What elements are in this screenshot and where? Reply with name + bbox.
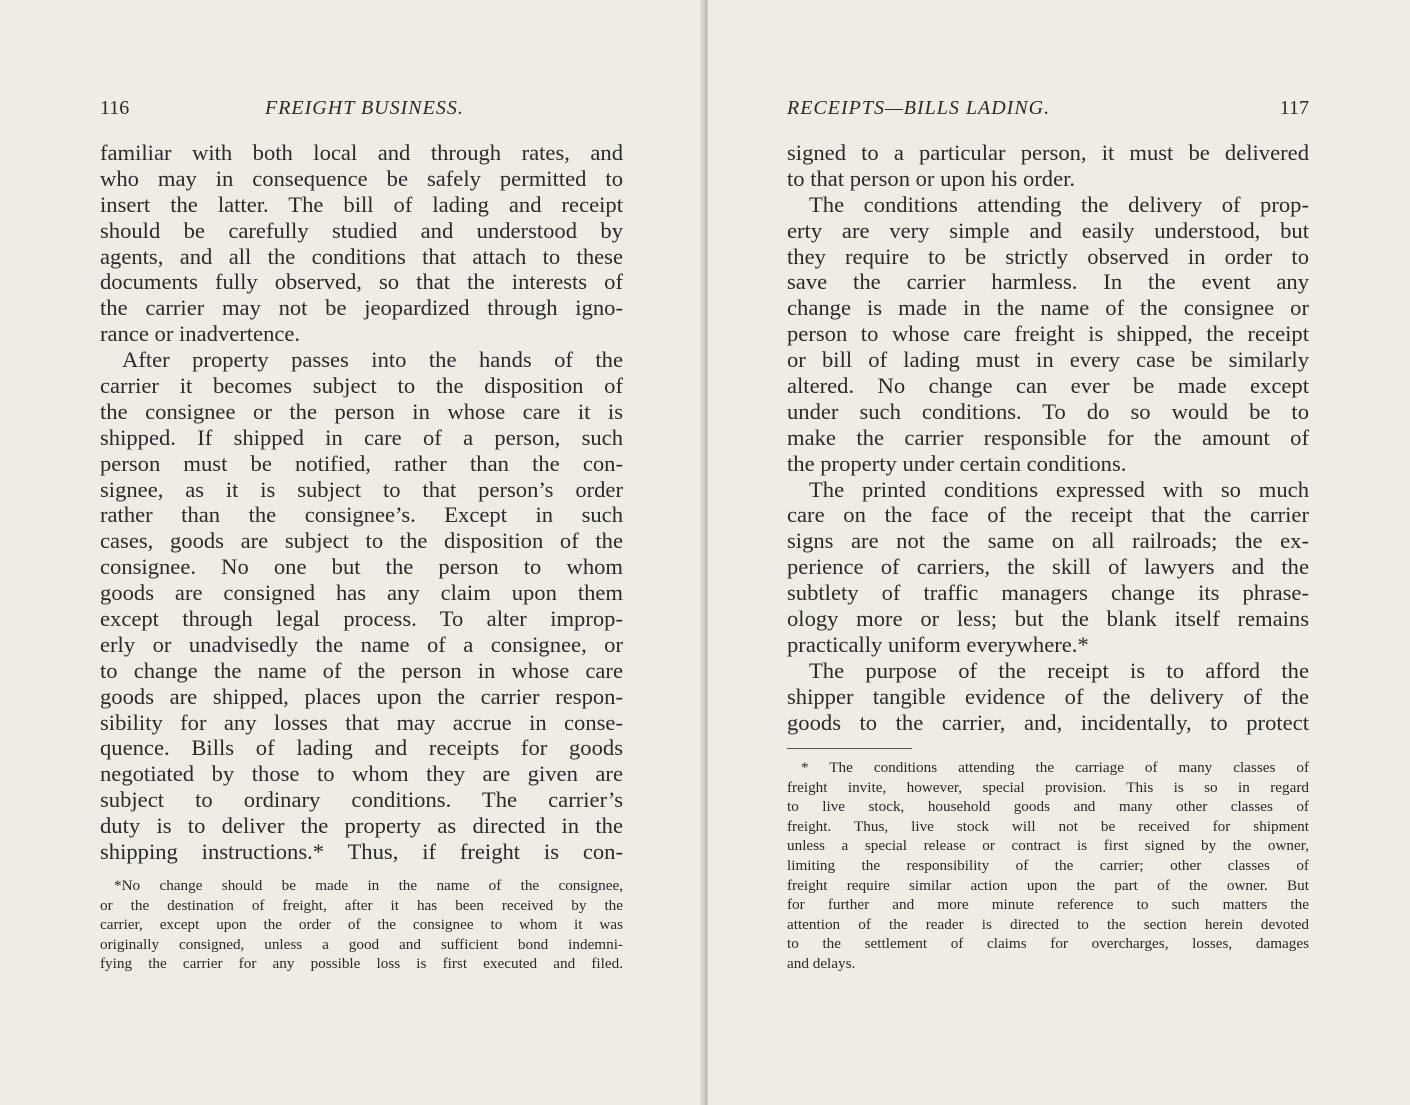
- footnote-line: freight. Thus, live stock will not be received for shipment: [787, 817, 1309, 835]
- body-line: make the carrier responsible for the amount of: [787, 424, 1309, 450]
- body-line: goods are consigned has any claim upon them: [100, 580, 623, 606]
- footnote-line: attention of the reader is directed to the section herein devoted: [787, 915, 1309, 933]
- body-line: except through legal process. To alter improp-: [100, 606, 623, 632]
- left-footnote: [100, 876, 623, 974]
- body-line: familiar with both local and through rates, and: [100, 140, 623, 165]
- body-line: who may in consequence be safely permitted to: [100, 165, 623, 191]
- left-page: [0, 0, 704, 1105]
- body-line: person to whose care freight is shipped, the receipt: [787, 321, 1309, 347]
- body-line: documents fully observed, so that the interests of: [100, 269, 623, 295]
- footnote-line: * The conditions attending the carriage of many classes of: [801, 759, 1309, 776]
- footnote-line: for further and more minute reference to such matters the: [787, 896, 1309, 914]
- body-line: to that person or upon his order.: [787, 165, 1076, 191]
- body-line: altered. No change can ever be made except: [787, 373, 1309, 399]
- body-line: sibility for any losses that may accrue in conse-: [100, 709, 623, 735]
- body-line: insert the latter. The bill of lading and receipt: [100, 191, 623, 217]
- body-line: the consignee or the person in whose care it is: [100, 398, 623, 424]
- body-line: they require to be strictly observed in order to: [787, 243, 1309, 269]
- body-line: subtlety of traffic managers change its phrase-: [787, 580, 1309, 606]
- footnote-line: limiting the responsibility of the carrier; other classes of: [787, 856, 1309, 874]
- body-line: cases, goods are subject to the disposition of the: [100, 528, 623, 554]
- footnote-line: freight invite, however, special provision. This is so in regard: [787, 778, 1309, 796]
- body-line: should be carefully studied and understood by: [100, 217, 623, 243]
- footnote-line: to the settlement of claims for overcharges, losses, damages: [787, 935, 1309, 953]
- footnote-line: freight require similar action upon the part of the owner. But: [787, 876, 1309, 894]
- body-line: negotiated by those to whom they are given are: [100, 761, 623, 787]
- body-line: under such conditions. To do so would be to: [787, 398, 1309, 424]
- body-line: signed to a particular person, it must be delivered: [787, 140, 1309, 165]
- body-line: person must be notified, rather than the con-: [100, 450, 623, 476]
- body-line: shipped. If shipped in care of a person, such: [100, 424, 623, 450]
- body-line: duty is to deliver the property as directed in the: [100, 813, 623, 839]
- body-line: signee, as it is subject to that person’s order: [100, 476, 623, 502]
- left-running-head: [100, 96, 623, 120]
- footnote-line: unless a special release or contract is first signed by the owner,: [787, 837, 1309, 855]
- body-line: goods are shipped, places upon the carrier respon-: [100, 683, 623, 709]
- body-line: shipping instructions.* Thus, if freight is con-: [100, 839, 623, 865]
- right-footnote: [787, 758, 1309, 974]
- left-running-title: FREIGHT BUSINESS.: [265, 97, 464, 119]
- body-line: the property under certain conditions.: [787, 450, 1127, 476]
- body-line: to change the name of the person in whose care: [100, 657, 623, 683]
- footnote-line: carrier, except upon the order of the consignee to whom it was: [100, 916, 623, 934]
- body-line: quence. Bills of lading and receipts for goods: [100, 735, 623, 761]
- body-line: practically uniform everywhere.*: [787, 631, 1089, 657]
- right-body-text: [787, 140, 1309, 735]
- body-line: save the carrier harmless. In the event any: [787, 269, 1309, 295]
- right-running-head: [787, 96, 1309, 120]
- right-page-number: 117: [1279, 97, 1309, 119]
- footnote-line: or the destination of freight, after it has been received by the: [100, 896, 623, 914]
- body-line: care on the face of the receipt that the carrier: [787, 502, 1309, 528]
- body-line: ology more or less; but the blank itself remains: [787, 606, 1309, 632]
- body-line: erty are very simple and easily understood, but: [787, 217, 1309, 243]
- body-line: change is made in the name of the consignee or: [787, 295, 1309, 321]
- footnote-line: originally consigned, unless a good and sufficient bond indemni-: [100, 935, 623, 953]
- body-line: The printed conditions expressed with so much: [809, 476, 1309, 502]
- right-running-title: RECEIPTS—BILLS LADING.: [787, 97, 1051, 119]
- body-line: The purpose of the receipt is to afford the: [809, 657, 1309, 683]
- body-line: carrier it becomes subject to the disposition of: [100, 373, 623, 399]
- left-body-text: [100, 140, 623, 865]
- body-line: After property passes into the hands of the: [122, 347, 623, 373]
- body-line: subject to ordinary conditions. The carrier’s: [100, 787, 623, 813]
- body-line: shipper tangible evidence of the delivery of the: [787, 683, 1309, 709]
- body-line: the carrier may not be jeopardized through igno-: [100, 295, 623, 321]
- body-line: perience of carriers, the skill of lawyers and the: [787, 554, 1309, 580]
- footnote-rule: [787, 748, 912, 749]
- body-line: consignee. No one but the person to whom: [100, 554, 623, 580]
- body-line: rance or inadvertence.: [100, 321, 301, 347]
- body-line: or bill of lading must in every case be similarly: [787, 347, 1309, 373]
- body-line: rather than the consignee’s. Except in such: [100, 502, 623, 528]
- body-line: erly or unadvisedly the name of a consignee, or: [100, 631, 623, 657]
- right-page: [708, 0, 1410, 1105]
- footnote-line: and delays.: [787, 954, 856, 972]
- body-line: The conditions attending the delivery of prop-: [809, 191, 1309, 217]
- footnote-line: fying the carrier for any possible loss is first executed and filed.: [100, 955, 623, 973]
- body-line: agents, and all the conditions that attach to these: [100, 243, 623, 269]
- body-line: signs are not the same on all railroads; the ex-: [787, 528, 1309, 554]
- left-page-number: 116: [100, 97, 130, 119]
- footnote-line: *No change should be made in the name of the consignee,: [114, 877, 623, 894]
- body-line: goods to the carrier, and, incidentally, to protect: [787, 709, 1309, 735]
- footnote-line: to live stock, household goods and many other classes of: [787, 798, 1309, 816]
